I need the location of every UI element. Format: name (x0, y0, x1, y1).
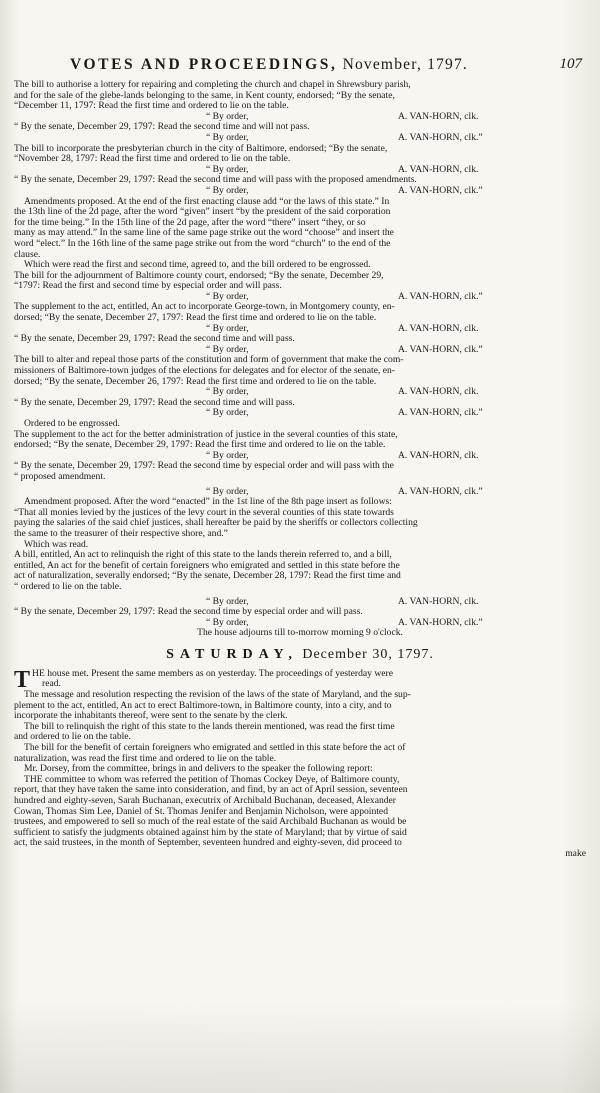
clerk-signature: A. VAN-HORN, clk.” (398, 407, 483, 419)
text-line: A bill, entitled, An act to relinquish the right of this state to the lands therein referred to, and a bill, (14, 550, 392, 561)
text-line: and ordered to lie on the table. (14, 732, 131, 743)
clerk-signature: A. VAN-HORN, clk.” (398, 616, 483, 628)
text-line: Ordered to be engrossed. (24, 419, 120, 429)
text-line: “ By the senate, December 29, 1797: Read the second time and will pass with the proposed amendments. (14, 175, 417, 186)
text-line: The message and resolution respecting the revision of the laws of the state of Maryland, and the sup- (24, 690, 411, 701)
text-line: The bill to authorise a lottery for repairing and completing the church and chapel in Shrewsbury parish, (14, 80, 411, 90)
text-line: The supplement to the act, entitled, An act to incorporate George-town, in Montgomery county, en- (14, 302, 395, 313)
text-line: The bill to relinquish the right of this state to the lands therein mentioned, was read the first time (24, 721, 395, 732)
signature-line (14, 387, 586, 398)
text-line: “November 28, 1797: Read the first time and ordered to lie on the table. (14, 154, 291, 165)
text-line: “ ordered to lie on the table. (14, 581, 122, 592)
by-order-text: “ By order, (206, 343, 249, 355)
text-line: Amendment proposed. After the word “enacted” in the 1st line of the 8th page insert as follows: (24, 497, 392, 508)
text-line: “That all monies levied by the justices of the levy court in the several counties of this state towards (14, 507, 394, 518)
signature-line (14, 408, 586, 419)
clerk-signature: A. VAN-HORN, clk.” (398, 485, 483, 497)
page-number: 107 (559, 56, 582, 72)
text-line: Amendments proposed. At the end of the first enacting clause add “or the laws of this state.” In (24, 196, 390, 207)
text-line: “ proposed amendment. (14, 471, 106, 482)
signature-line (14, 597, 586, 608)
text-line: sufficient to satisfy the judgments obtained against him by the state of Maryland; that by virtue of said (14, 827, 407, 838)
clerk-signature: A. VAN-HORN, clk. (398, 110, 479, 122)
day-heading (14, 647, 586, 663)
text-line: The bill for the benefit of certain foreigners who emigrated and settled in this state before the act of (24, 743, 406, 754)
signature-line (14, 165, 586, 176)
day-heading-date: December 30, 1797. (302, 646, 434, 662)
text-line: plement to the act, entitled, An act to erect Baltimore-town, in Baltimore county, into a city, and to (14, 700, 392, 711)
text-line: “1797: Read the first and second time by especial order and will pass. (14, 281, 282, 292)
signature-line (14, 324, 586, 335)
by-order-text: “ By order, (206, 110, 249, 122)
by-order-text: “ By order, (206, 386, 249, 398)
text-line: many as may attend.” In the same line of the same page strike out the word “choose” and insert the (14, 228, 394, 239)
text-line: naturalization, was read the first time and ordered to lie on the table. (14, 753, 277, 764)
title-date: November, 1797. (342, 56, 468, 73)
clerk-signature: A. VAN-HORN, clk. (398, 322, 479, 334)
text-line: report, that they have taken the same into consideration, and find, by an act of April session, seventeen (14, 785, 408, 796)
text-line: endorsed; “By the senate, December 29, 1797: Read the first time and ordered to lie on the table. (14, 440, 386, 451)
by-order-text: “ By order, (206, 290, 249, 302)
text-line: dorsed; “By the senate, December 27, 1797: Read the first time and ordered to lie on the table. (14, 313, 377, 324)
signature-line (14, 112, 586, 123)
text-line: The supplement to the act for the better administration of justice in the several counties of this state, (14, 429, 398, 440)
text-line: Cowan, Thomas Sim Lee, Daniel of St. Thomas Jenifer and Benjamin Nicholson, were appointed (14, 806, 388, 817)
clerk-signature: A. VAN-HORN, clk. (398, 595, 479, 607)
text-line: The house adjourns till to-morrow morning 9 o'clock. (197, 628, 403, 639)
drop-cap: T (14, 666, 31, 693)
text-line: Which was read. (24, 539, 89, 550)
signature-line (14, 292, 586, 303)
page-shadow (0, 1003, 600, 1093)
by-order-text: “ By order, (206, 449, 249, 461)
text-line: entitled, An act for the benefit of certain foreigners who emigrated and settled in this state before the (14, 560, 400, 571)
text-line: The bill to alter and repeal those parts of the constitution and form of government that make the com- (14, 355, 404, 366)
text-line: read. (42, 679, 61, 690)
text-line: “December 11, 1797: Read the first time and ordered to lie on the table. (14, 101, 289, 112)
clerk-signature: A. VAN-HORN, clk.” (398, 343, 483, 355)
text-line: dorsed; “By the senate, December 26, 1797: Read the first time and ordered to lie on the table. (14, 376, 377, 387)
text-line: incorporate the inhabitants thereof, were sent to the senate by the clerk. (14, 711, 288, 722)
by-order-text: “ By order, (206, 616, 249, 628)
text-line: THE committee to whom was referred the petition of Thomas Cockey Deye, of Baltimore county, (24, 774, 400, 785)
by-order-text: “ By order, (206, 485, 249, 497)
text-line: for the time being.” In the 15th line of the 2d page, after the word “there” insert “they, or so (14, 217, 366, 228)
title-caps: VOTES AND PROCEEDINGS, (70, 56, 338, 73)
text-line: “ By the senate, December 29, 1797: Read the second time by especial order and will pass with the (14, 461, 394, 472)
clerk-signature: A. VAN-HORN, clk.” (398, 184, 483, 196)
text-line: “ By the senate, December 29, 1797: Read the second time by especial order and will pass. (14, 607, 363, 618)
text-line: HE house met. Present the same members as on yesterday. The proceedings of yesterday were (32, 668, 393, 679)
text-line: hundred and eighty-seven, Sarah Buchanan, executrix of Archibald Buchanan, deceased, Alexander (14, 796, 397, 806)
text-line: “ By the senate, December 29, 1797: Read the second time and will not pass. (14, 122, 310, 133)
clerk-signature: A. VAN-HORN, clk. (398, 386, 479, 398)
signature-line (14, 487, 586, 498)
text-line: act of naturalization, severally endorsed; “By the senate, December 28, 1797: Read the first time and (14, 571, 401, 582)
signature-line (14, 345, 586, 356)
by-order-text: “ By order, (206, 322, 249, 334)
text-line: “ By the senate, December 29, 1797: Read the second time and will pass. (14, 397, 295, 408)
text-line: trustees, and empowered to sell so much of the real estate of the said Archibald Buchanan as would be (14, 817, 407, 828)
by-order-text: “ By order, (206, 184, 249, 196)
text-line: the same to the treasurer of their respective shore, and.” (14, 528, 228, 539)
text-line: The bill to incorporate the presbyterian church in the city of Baltimore, endorsed; “By the senate, (14, 143, 388, 154)
text-line: word “elect.” In the 16th line of the same page strike out from the word “church” to the end of the (14, 238, 391, 249)
by-order-text: “ By order, (206, 163, 249, 175)
catchword: make (565, 848, 586, 859)
text-line: missioners of Baltimore-town judges of the elections for delegates and for elector of the senate, en- (14, 366, 395, 377)
clerk-signature: A. VAN-HORN, clk.” (398, 131, 483, 143)
text-line: The bill for the adjournment of Baltimore county court, endorsed; “By the senate, December 29, (14, 270, 384, 281)
by-order-text: “ By order, (206, 407, 249, 419)
text-line: Which were read the first and second time, agreed to, and the bill ordered to be engrossed. (24, 260, 371, 271)
signature-line (14, 618, 586, 629)
signature-line (14, 186, 586, 197)
text-line: clause. (14, 249, 41, 260)
running-header (40, 56, 586, 80)
by-order-text: “ By order, (206, 131, 249, 143)
running-head-title (70, 56, 468, 74)
text-line: “ By the senate, December 29, 1797: Read the second time and will pass. (14, 334, 295, 345)
proceedings-december-29 (14, 80, 586, 639)
proceedings-december-30 (14, 666, 586, 860)
clerk-signature: A. VAN-HORN, clk. (398, 163, 479, 175)
clerk-signature: A. VAN-HORN, clk.” (398, 290, 483, 302)
text-line: and for the sale of the glebe-lands belonging to the same, in Kent county, endorsed; “By the senate, (14, 90, 395, 101)
document-body (14, 80, 586, 860)
day-heading-day: SATURDAY, (166, 646, 298, 662)
text-line: act, the said trustees, in the month of September, seventeen hundred and eighty-seven, did proceed to (14, 838, 402, 849)
text-line: paying the salaries of the said chief justices, shall hereafter be paid by the sheriffs or collectors collecting (14, 518, 418, 529)
signature-line (14, 451, 586, 462)
by-order-text: “ By order, (206, 595, 249, 607)
clerk-signature: A. VAN-HORN, clk. (398, 449, 479, 461)
text-line: Mr. Dorsey, from the committee, brings in and delivers to the speaker the following report: (24, 764, 373, 775)
text-line: the 13th line of the 2d page, after the word “given” insert “by the president of the said corporation (14, 207, 391, 218)
signature-line (14, 133, 586, 144)
